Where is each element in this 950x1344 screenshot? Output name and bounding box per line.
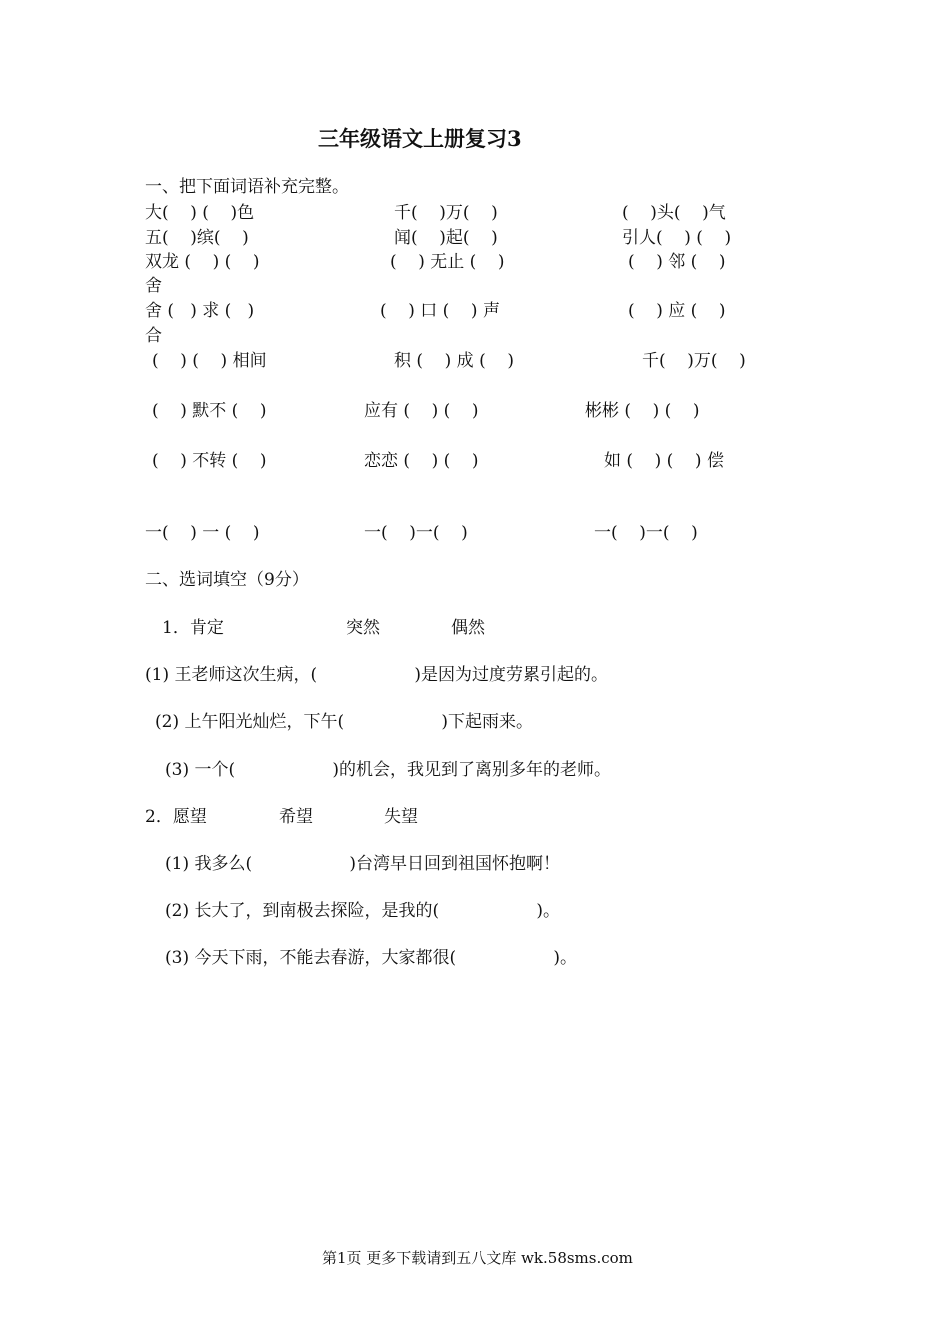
s1-r9-c2: 一( )一( ) xyxy=(594,523,698,543)
group2-word-3: 失望 xyxy=(384,807,418,827)
group1-word-2: 突然 xyxy=(346,618,380,638)
page-title: 三年级语文上册复习3 xyxy=(318,126,522,151)
s1-r9-c0: 一( ) 一 ( ) xyxy=(145,523,260,543)
group1-item-3: (3) 一个( )的机会，我见到了离别多年的老师。 xyxy=(165,760,612,780)
group2-word-2: 希望 xyxy=(279,807,313,827)
s1-r9-c1: 一( )一( ) xyxy=(364,523,468,543)
s1-r2-c0: 双龙 ( ) ( ) xyxy=(145,252,260,272)
group1-item-1: (1) 王老师这次生病，( )是因为过度劳累引起的。 xyxy=(145,665,609,685)
section1-heading: 一、把下面词语补充完整。 xyxy=(145,177,349,197)
s1-r1-c0: 五( )缤( ) xyxy=(145,228,249,248)
s1-r7-c0: ( ) 默不 ( ) xyxy=(152,401,267,421)
s1-r7-c1: 应有 ( ) ( ) xyxy=(364,401,479,421)
s1-r0-c0: 大( ) ( )色 xyxy=(145,203,255,223)
group2-item-3: (3) 今天下雨，不能去春游，大家都很( )。 xyxy=(165,948,578,968)
group2-item-1: (1) 我多么( )台湾早日回到祖国怀抱啊！ xyxy=(165,854,561,874)
s1-r6-c1: 积 ( ) 成 ( ) xyxy=(394,351,514,371)
s1-r4-c2: ( ) 应 ( ) xyxy=(628,301,726,321)
s1-r3-c0: 舍 xyxy=(145,276,162,296)
s1-r2-c2: ( ) 邻 ( ) xyxy=(628,252,726,272)
group1-word-3: 偶然 xyxy=(451,618,485,638)
s1-r1-c1: 闻( )起( ) xyxy=(394,228,498,248)
s1-r6-c0: ( ) ( ) 相间 xyxy=(152,351,267,371)
group2-item-2: (2) 长大了，到南极去探险，是我的( )。 xyxy=(165,901,561,921)
section2-heading: 二、选词填空（9分） xyxy=(145,570,309,590)
s1-r8-c0: ( ) 不转 ( ) xyxy=(152,451,267,471)
s1-r4-c0: 舍 ( ) 求 ( ) xyxy=(145,301,255,321)
group1-item-2: (2) 上午阳光灿烂，下午( )下起雨来。 xyxy=(155,712,534,732)
s1-r0-c1: 千( )万( ) xyxy=(394,203,498,223)
s1-r1-c2: 引人( ) ( ) xyxy=(622,228,732,248)
s1-r0-c2: ( )头( )气 xyxy=(622,203,726,223)
group1-word-1: 1．肯定 xyxy=(162,618,224,638)
s1-r4-c1: ( ) 口 ( ) 声 xyxy=(380,301,500,321)
s1-r6-c2: 千( )万( ) xyxy=(642,351,746,371)
group2-word-1: 2．愿望 xyxy=(145,807,207,827)
s1-r8-c2: 如 ( ) ( ) 偿 xyxy=(604,451,724,471)
s1-r8-c1: 恋恋 ( ) ( ) xyxy=(364,451,479,471)
s1-r7-c2: 彬彬 ( ) ( ) xyxy=(585,401,700,421)
s1-r5-c0: 合 xyxy=(145,326,162,346)
s1-r2-c1: ( ) 无止 ( ) xyxy=(390,252,505,272)
page-footer: 第1页 更多下载请到五八文库 wk.58sms.com xyxy=(322,1249,633,1267)
